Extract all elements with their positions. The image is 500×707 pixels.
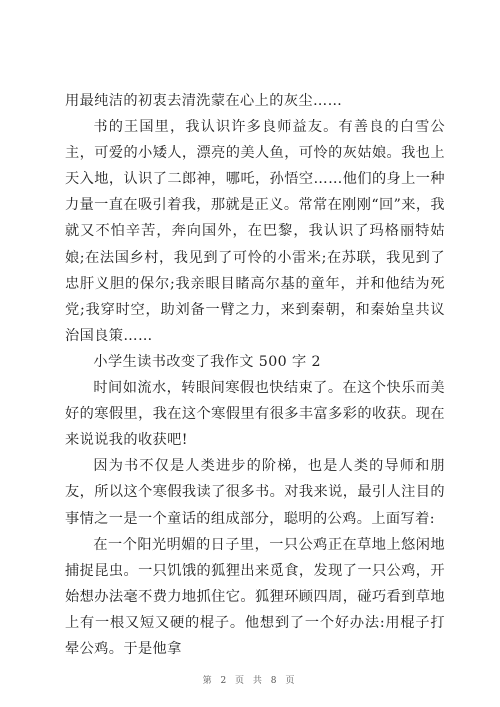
paragraph-winter-vacation: 时间如流水，转眼间寒假也快结束了。在这个快乐而美好的寒假里，我在这个寒假里有很多丰富多彩的收获。现在来说说我的收获吧!	[65, 380, 445, 449]
paragraph-continuation: 用最纯洁的初衷去清洗蒙在心上的灰尘……	[65, 93, 343, 109]
page-number-footer: 第 2 页 共 8 页	[202, 676, 298, 686]
paragraph-rooster-story: 在一个阳光明媚的日子里，一只公鸡正在草地上悠闲地捕捉昆虫。一只饥饿的狐狸出来觅食，发现了一只公鸡，开始想办法毫不费力地抓住它。狐狸环顾四周，碰巧看到草地上有一根又短又硬的棍子。他想到了一个好办法:用棍子打晕公鸡。于是他拿	[65, 536, 445, 657]
paragraph-book-kingdom: 书的王国里，我认识许多良师益友。有善良的白雪公主，可爱的小矮人，漂亮的美人鱼，可怜的灰姑娘。我也上天入地，认识了二郎神，哪吒，孙悟空……他们的身上一种力量一直在吸引着我，那就是正义。常常在刚刚“回”来，我就又不怕辛苦，奔向国外，在巴黎，我认识了玛格丽特姑娘;在法国乡村，我见到了可怜的小雷米;在苏联，我见到了忠肝义胆的保尔;我亲眼目睹高尔基的童年，并和他结为死党;我穿时空，助刘备一臂之力，来到秦朝，和秦始皇共议治国良策……	[65, 119, 445, 344]
document-body	[65, 88, 445, 662]
essay-heading: 小学生读书改变了我作文 500 字 2	[93, 353, 321, 370]
paragraph-reading-books: 因为书不仅是人类进步的阶梯，也是人类的导师和朋友，所以这个寒假我读了很多书。对我来说，最引人注目的事情之一是一个童话的组成部分，聪明的公鸡。上面写着:	[65, 458, 445, 527]
